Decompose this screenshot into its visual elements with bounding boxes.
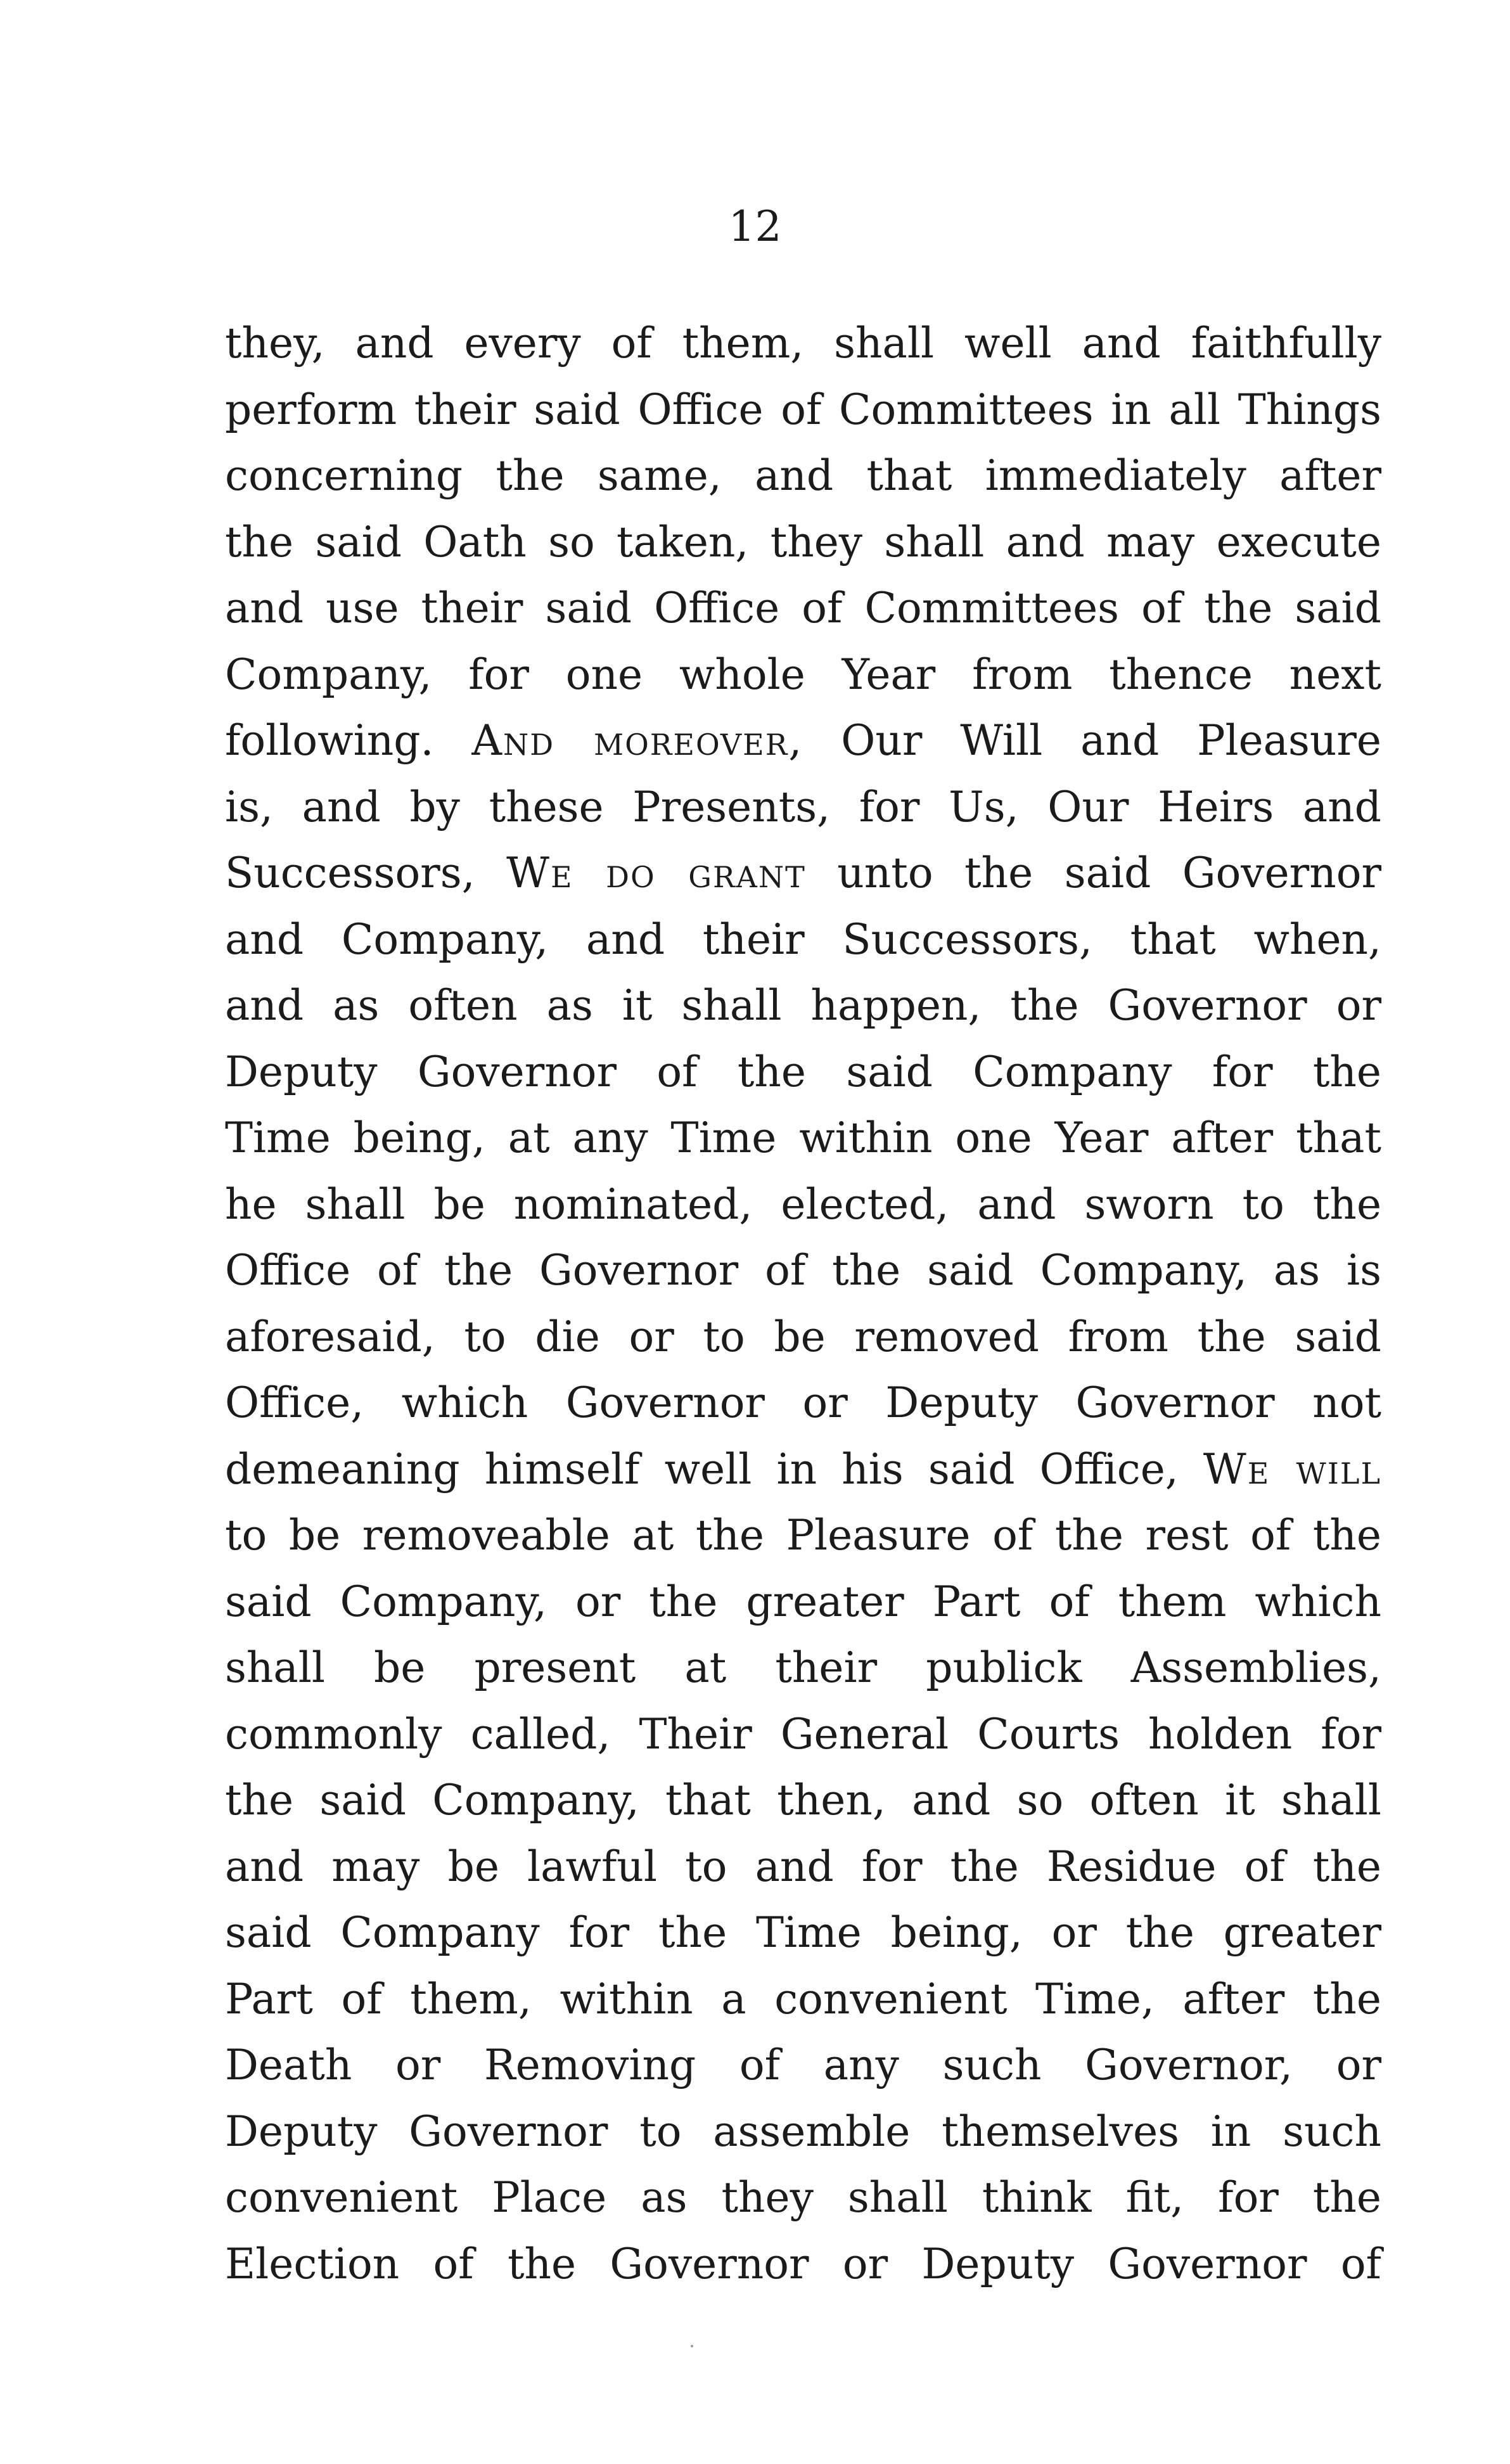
text-line: is, and by these Presents, for Us, Our Heirs and (225, 782, 1381, 831)
text-run: Our Will and Pleasure (803, 716, 1381, 765)
text-line: Deputy Governor to assemble themselves in such (225, 2107, 1381, 2156)
small-caps-run: And moreover, (471, 716, 803, 765)
text-line: and Company, and their Successors, that when, (225, 914, 1381, 964)
text-line: and may be lawful to and for the Residue of the (225, 1842, 1381, 1891)
text-line: Deputy Governor of the said Company for the (225, 1047, 1381, 1096)
text-run: following. (225, 716, 472, 765)
text-line (225, 840, 1381, 907)
body-text (225, 311, 1381, 2297)
text-line: and as often as it shall happen, the Governor or (225, 981, 1381, 1030)
text-line: they, and every of them, shall well and faithfully (225, 319, 1381, 368)
small-caps-run: We do grant (506, 849, 806, 897)
text-line: Office of the Governor of the said Company, as is (225, 1246, 1381, 1295)
text-line: the said Company, that then, and so often it shall (225, 1776, 1381, 1825)
text-line: Office, which Governor or Deputy Governor not (225, 1378, 1381, 1427)
text-line: Time being, at any Time within one Year after that (225, 1113, 1381, 1162)
text-line: aforesaid, to die or to be removed from the said (225, 1312, 1381, 1361)
page-number: 12 (728, 202, 782, 251)
text-run: unto the said Governor (805, 849, 1381, 897)
text-line: and use their said Office of Committees of the said (225, 584, 1381, 632)
text-line (225, 1437, 1381, 1503)
text-line: Death or Removing of any such Governor, or (225, 2041, 1381, 2089)
text-line: shall be present at their publick Assemblies, (225, 1643, 1381, 1692)
text-line: said Company, or the greater Part of them which (225, 1577, 1381, 1626)
text-line: Company, for one whole Year from thence next (225, 650, 1381, 699)
text-line: the said Oath so taken, they shall and may execute (225, 517, 1381, 567)
text-run: Successors, (225, 849, 507, 897)
text-line: to be removeable at the Pleasure of the rest of the (225, 1511, 1381, 1560)
print-speck (691, 2345, 693, 2347)
text-run: demeaning himself well in his said Office, (225, 1444, 1203, 1494)
text-line (225, 708, 1381, 774)
text-line: perform their said Office of Committees in all Things (225, 385, 1381, 434)
text-line: Part of them, within a convenient Time, after the (225, 1974, 1381, 2024)
text-line: commonly called, Their General Courts holden for (225, 1709, 1381, 1759)
text-line: Election of the Governor or Deputy Governor of (225, 2239, 1381, 2288)
text-line: he shall be nominated, elected, and sworn to the (225, 1179, 1381, 1229)
text-line: convenient Place as they shall think fit, for the (225, 2173, 1381, 2222)
text-line: concerning the same, and that immediately after (225, 451, 1381, 500)
text-line: said Company for the Time being, or the greater (225, 1908, 1381, 1957)
small-caps-run: We will (1203, 1444, 1381, 1494)
